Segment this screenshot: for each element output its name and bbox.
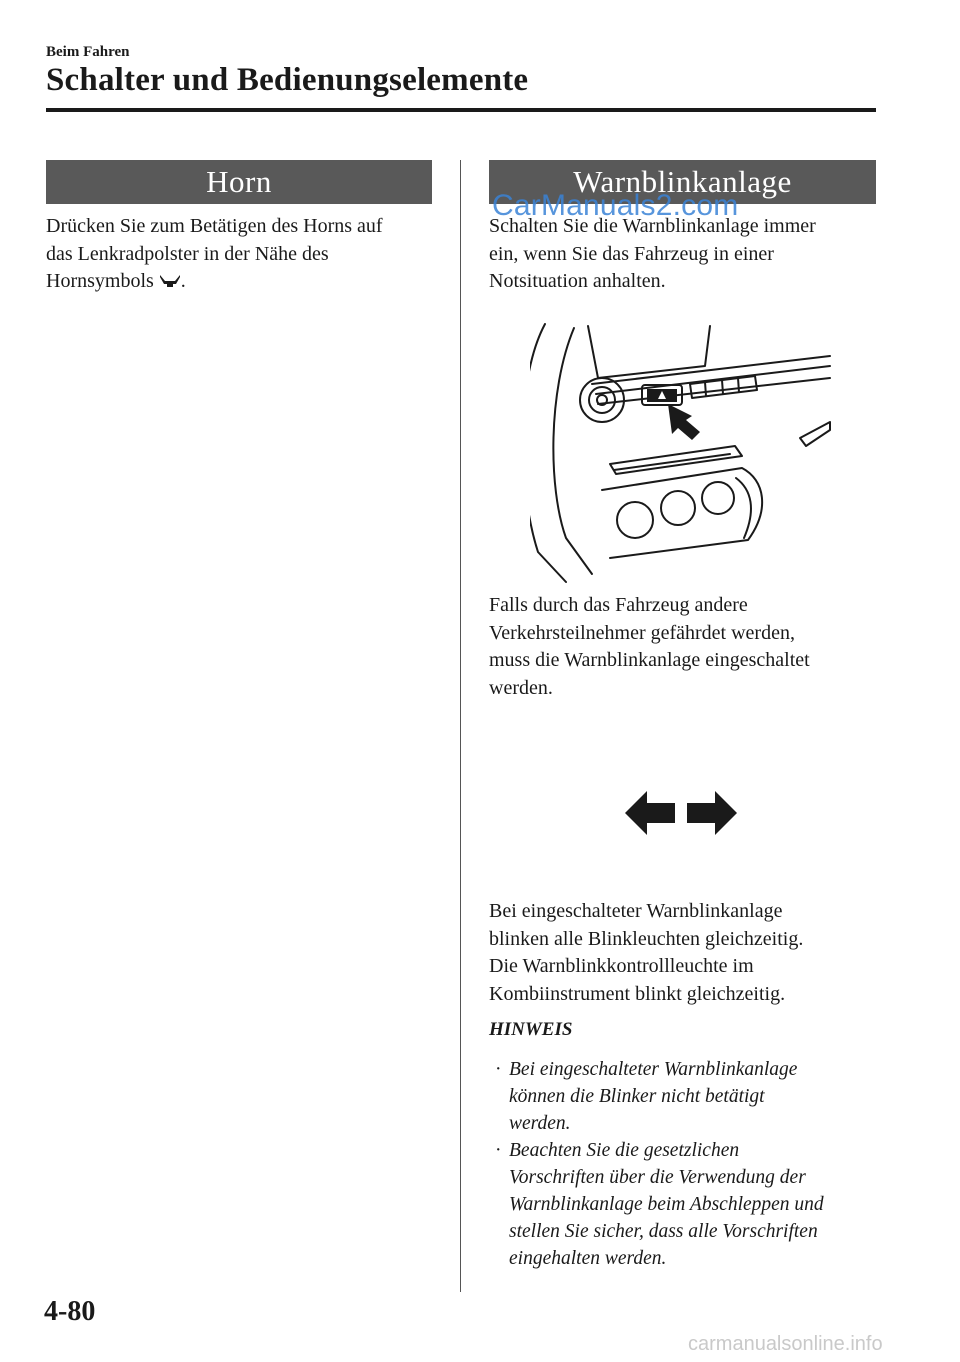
- pointer-arrow-icon: [668, 404, 700, 440]
- note-2-line-1: Beachten Sie die gesetzlichen: [509, 1140, 740, 1161]
- chapter-title: Schalter und Bedienungselemente: [46, 62, 529, 98]
- horn-line-1: Drücken Sie zum Betätigen des Horns auf: [46, 215, 383, 237]
- note-2-line-3: Warnblinkanlage beim Abschleppen und: [509, 1194, 824, 1215]
- hazard-intro-line-1: Schalten Sie die Warnblinkanlage immer: [489, 215, 816, 237]
- section-label: Beim Fahren: [46, 44, 130, 60]
- hazard-blink-line-3: Die Warnblinkkontrollleuchte im: [489, 955, 754, 977]
- display-bottom: [598, 326, 710, 378]
- horn-heading: Horn: [46, 160, 432, 204]
- hazard-blink-line-1: Bei eingeschalteter Warnblinkanlage: [489, 900, 783, 922]
- hazard-danger-paragraph: [489, 592, 879, 702]
- horn-line-3-suffix: .: [180, 270, 186, 292]
- horn-paragraph: [46, 213, 446, 296]
- note-2-line-2: Vorschriften über die Verwendung der: [509, 1167, 806, 1188]
- hazard-blink-paragraph: [489, 898, 879, 1008]
- hazard-danger-line-1: Falls durch das Fahrzeug andere: [489, 594, 748, 616]
- right-dash-detail: [800, 422, 830, 446]
- note-1-line-2: können die Blinker nicht betätigt: [509, 1086, 765, 1107]
- hazard-danger-line-2: Verkehrsteilnehmer gefährdet werden,: [489, 621, 795, 644]
- note-bullet: ·: [495, 1059, 502, 1080]
- hazard-switch-illustration: [530, 320, 840, 590]
- turn-signal-arrows-icon: [625, 791, 737, 835]
- horn-line-2: das Lenkradpolster in der Nähe des: [46, 242, 329, 265]
- note-heading: HINWEIS: [489, 1019, 573, 1040]
- hazard-heading: Warnblinkanlage: [489, 160, 876, 204]
- left-arrow-icon: [625, 791, 675, 835]
- note-2-line-4: stellen Sie sicher, dass alle Vorschriften: [509, 1221, 818, 1242]
- title-rule: [46, 108, 876, 112]
- steering-wheel-outer: [530, 324, 566, 582]
- cd-slot-panel: [610, 446, 742, 474]
- steering-wheel-inner: [553, 328, 592, 574]
- note-bullet: ·: [495, 1140, 502, 1161]
- console-edge: [736, 478, 751, 538]
- horn-icon: [159, 269, 181, 283]
- climate-panel: [602, 468, 762, 558]
- horn-line-3: [46, 268, 446, 296]
- note-item: [489, 1137, 889, 1272]
- note-2-line-5: eingehalten werden.: [509, 1248, 667, 1269]
- climate-knob-left: [617, 502, 653, 538]
- watermark-top: CarManuals2.com: [492, 189, 739, 222]
- hazard-intro-line-3: Notsituation anhalten.: [489, 270, 666, 292]
- hazard-danger-line-4: werden.: [489, 676, 553, 699]
- climate-knob-right: [702, 482, 734, 514]
- column-divider: [460, 160, 461, 1292]
- air-vent-outer: [580, 378, 624, 422]
- hazard-danger-line-3: muss die Warnblinkanlage eingeschaltet: [489, 649, 810, 671]
- note-1-line-1: Bei eingeschalteter Warnblinkanlage: [509, 1059, 798, 1080]
- hazard-blink-line-2: blinken alle Blinkleuchten gleichzeitig.: [489, 927, 804, 950]
- page-number: 4-80: [44, 1296, 96, 1327]
- hazard-blink-line-4: Kombiinstrument blinkt gleichzeitig.: [489, 982, 786, 1005]
- climate-knob-middle: [661, 491, 695, 525]
- cd-slot: [614, 454, 730, 470]
- display-left-edge: [588, 326, 598, 378]
- hazard-intro: [489, 213, 879, 296]
- note-item: [489, 1056, 889, 1137]
- horn-line-3-text: Hornsymbols: [46, 270, 154, 292]
- hazard-intro-line-2: ein, wenn Sie das Fahrzeug in einer: [489, 242, 774, 265]
- note-list: [489, 1056, 889, 1272]
- watermark-bottom: carmanualsonline.info: [688, 1333, 883, 1355]
- note-1-line-3: werden.: [509, 1113, 571, 1134]
- right-arrow-icon: [687, 791, 737, 835]
- air-vent-inner: [589, 387, 615, 413]
